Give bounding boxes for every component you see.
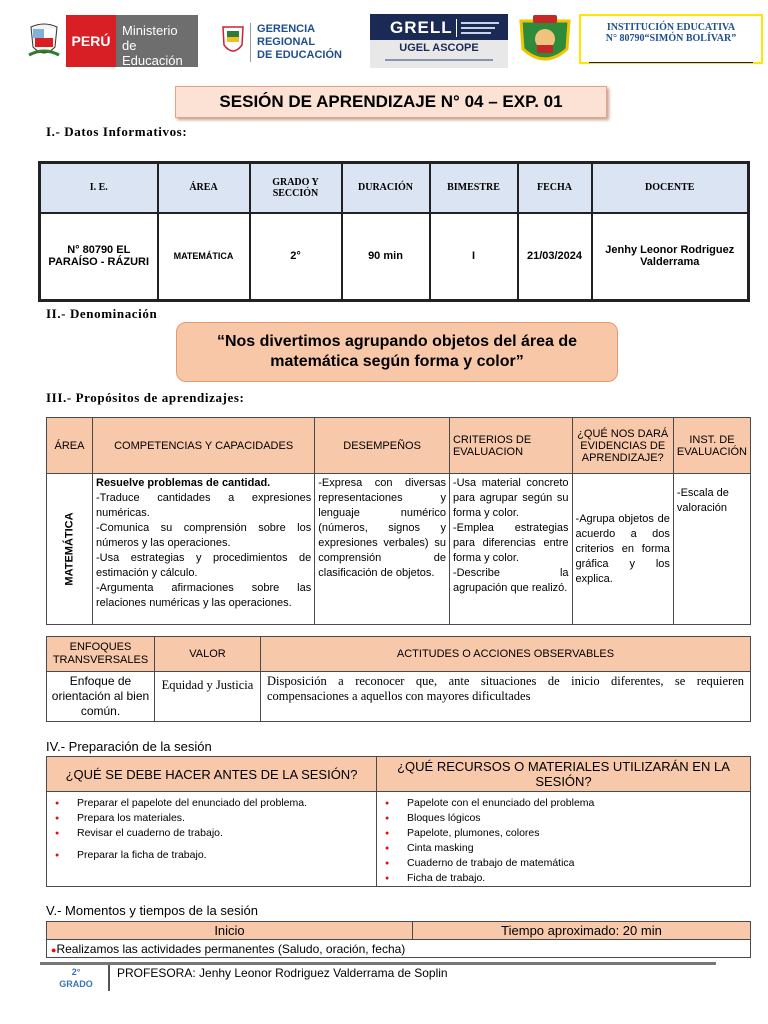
header-docente: DOCENTE xyxy=(592,163,749,213)
gre-line1: GERENCIA REGIONAL xyxy=(257,22,316,48)
grell-logo xyxy=(370,14,508,68)
value-duracion: 90 min xyxy=(342,213,430,301)
la-libertad-seal-icon xyxy=(220,21,246,63)
header-bimestre: BIMESTRE xyxy=(430,163,518,213)
momento-row xyxy=(47,940,751,958)
header-enfoques: ENFOQUES TRANSVERSALES xyxy=(47,637,155,672)
propositos-table xyxy=(46,417,751,625)
list-item: ● Prepara los materiales. xyxy=(77,811,372,826)
datos-informativos-table xyxy=(38,161,750,302)
criterio-item: -Describe la agrupación que realizó. xyxy=(452,567,569,594)
instrumento-cell: -Escala de valoración xyxy=(673,474,750,625)
momento-text: Realizamos las actividades permanentes (Saludo, oración, fecha) xyxy=(56,941,406,956)
header-area: ÁREA xyxy=(158,163,250,213)
section3-heading: III.- Propósitos de aprendizajes: xyxy=(46,390,245,405)
institution-name: N° 80790“SIMÓN BOLÍVAR” xyxy=(605,33,737,44)
list-item: ● Papelote con el enunciado del problema xyxy=(407,796,746,811)
header-instrumento: INST. DE EVALUACIÓN xyxy=(673,418,750,474)
header-actitudes: ACTITUDES O ACCIONES OBSERVABLES xyxy=(261,637,751,672)
header-antes: ¿QUÉ SE DEBE HACER ANTES DE LA SESIÓN? xyxy=(47,757,377,792)
list-item: ● Preparar la ficha de trabajo. xyxy=(77,848,372,863)
header-area: ÁREA xyxy=(47,418,93,474)
criterio-item: -Emplea estrategias para diferencias entre forma y color. xyxy=(452,522,569,564)
footer-separator xyxy=(108,965,110,991)
area-cell xyxy=(47,474,93,625)
footer-grade xyxy=(48,966,104,990)
header-duracion: DURACIÓN xyxy=(342,163,430,213)
value-bimestre: I xyxy=(430,213,518,301)
header-criterios: CRITERIOS DE EVALUACION xyxy=(449,418,572,474)
ugel-label: UGEL ASCOPE xyxy=(370,40,508,56)
minedu-logo xyxy=(22,15,198,67)
header-grado: GRADO Y SECCIÓN xyxy=(250,163,342,213)
gre-line2: DE EDUCACIÓN xyxy=(257,48,342,61)
preparacion-table xyxy=(46,756,751,887)
header-competencias: COMPETENCIAS Y CAPACIDADES xyxy=(93,418,315,474)
institution-box xyxy=(579,14,763,64)
recursos-cell xyxy=(377,792,751,887)
competencias-cell xyxy=(93,474,315,625)
list-item: ● Ficha de trabajo. xyxy=(407,871,746,886)
header-inicio: Inicio xyxy=(47,922,413,940)
header-recursos: ¿QUÉ RECURSOS O MATERIALES UTILIZARÁN EN LA SESIÓN? xyxy=(377,757,751,792)
valor-cell: Equidad y Justicia xyxy=(155,672,261,722)
gre-logo xyxy=(220,18,360,66)
actitud-cell: Disposición a reconocer que, ante situaciones de inicio diferentes, se requieren compensaciones a aquellos con mayores dificultades xyxy=(261,672,751,722)
list-item: ● Papelote, plumones, colores xyxy=(407,826,746,841)
capacidad-item: -Comunica su comprensión sobre los números y las operaciones. xyxy=(96,522,312,549)
list-item: ● Revisar el cuaderno de trabajo. xyxy=(77,826,372,841)
capacidad-item: -Argumenta afirmaciones sobre las relaciones numéricas y las operaciones. xyxy=(96,582,312,609)
area-vertical-label: MATEMÁTICA xyxy=(63,512,75,586)
criterio-item: -Usa material concreto para agrupar según su forma y color. xyxy=(452,477,569,519)
section1-heading: I.- Datos Informativos: xyxy=(46,124,188,139)
header-desempenos: DESEMPEÑOS xyxy=(315,418,450,474)
section5-heading: V.- Momentos y tiempos de la sesión xyxy=(46,903,258,918)
peru-coat-of-arms-icon xyxy=(22,15,66,67)
minedu-text: Ministerio de Educación xyxy=(116,15,198,67)
enfoques-table xyxy=(46,636,751,722)
section4-heading: IV.- Preparación de la sesión xyxy=(46,739,212,754)
value-grado: 2° xyxy=(250,213,342,301)
header-ie: I. E. xyxy=(40,163,158,213)
bullet-icon: ● xyxy=(51,944,57,955)
value-ie: N° 80790 EL PARAÍSO - RÁZURI xyxy=(40,213,158,301)
list-item: ● Preparar el papelote del enunciado del problema. xyxy=(77,796,372,811)
list-item: ● Bloques lógicos xyxy=(407,811,746,826)
value-fecha: 21/03/2024 xyxy=(518,213,592,301)
denominacion-box: “Nos divertimos agrupando objetos del área de matemática según forma y color” xyxy=(176,322,618,382)
header-valor: VALOR xyxy=(155,637,261,672)
value-docente: Jenhy Leonor Rodriguez Valderrama xyxy=(592,213,749,301)
footer-grade-label: GRADO xyxy=(59,979,93,989)
school-shield-icon xyxy=(517,13,573,69)
enfoque-cell: Enfoque de orientación al bien común. xyxy=(47,672,155,722)
footer-profesora: PROFESORA: Jenhy Leonor Rodriguez Valderrama de Soplin xyxy=(117,966,448,980)
footer-divider xyxy=(40,962,716,965)
antes-cell xyxy=(47,792,377,887)
grell-sublabels xyxy=(456,19,504,37)
footer-grade-number: 2° xyxy=(71,967,81,977)
peru-label: PERÚ xyxy=(66,15,116,67)
ugel-subtitle xyxy=(370,56,508,68)
capacidad-item: -Traduce cantidades a expresiones numéricas. xyxy=(96,492,312,519)
section2-heading: II.- Denominación xyxy=(46,306,158,321)
capacidad-item: -Usa estrategias y procedimientos de estimación y cálculo. xyxy=(96,552,312,579)
competencia-title: Resuelve problemas de cantidad. xyxy=(96,477,271,489)
header-evidencias: ¿QUÉ NOS DARÁ EVIDENCIAS DE APRENDIZAJE? xyxy=(572,418,673,474)
value-area: MATEMÁTICA xyxy=(158,213,250,301)
criterios-cell xyxy=(449,474,572,625)
institution-line1: INSTITUCIÓN EDUCATIVA xyxy=(606,22,736,33)
session-title: SESIÓN DE APRENDIZAJE N° 04 – EXP. 01 xyxy=(175,86,607,118)
evidencia-cell: -Agrupa objetos de acuerdo a dos criterios en forma gráfica y los explica. xyxy=(572,474,673,625)
institution-underline xyxy=(589,62,753,63)
header-fecha: FECHA xyxy=(518,163,592,213)
grell-name: GRELL xyxy=(390,18,453,37)
list-item: ● Cinta masking xyxy=(407,841,746,856)
list-item: ● Cuaderno de trabajo de matemática xyxy=(407,856,746,871)
momentos-table xyxy=(46,921,751,958)
desempeno-cell: -Expresa con diversas representaciones y lenguaje numérico (números, signos y expresiones verbales) su comprensión de clasificación de objetos. xyxy=(315,474,450,625)
header-tiempo: Tiempo aproximado: 20 min xyxy=(413,922,751,940)
